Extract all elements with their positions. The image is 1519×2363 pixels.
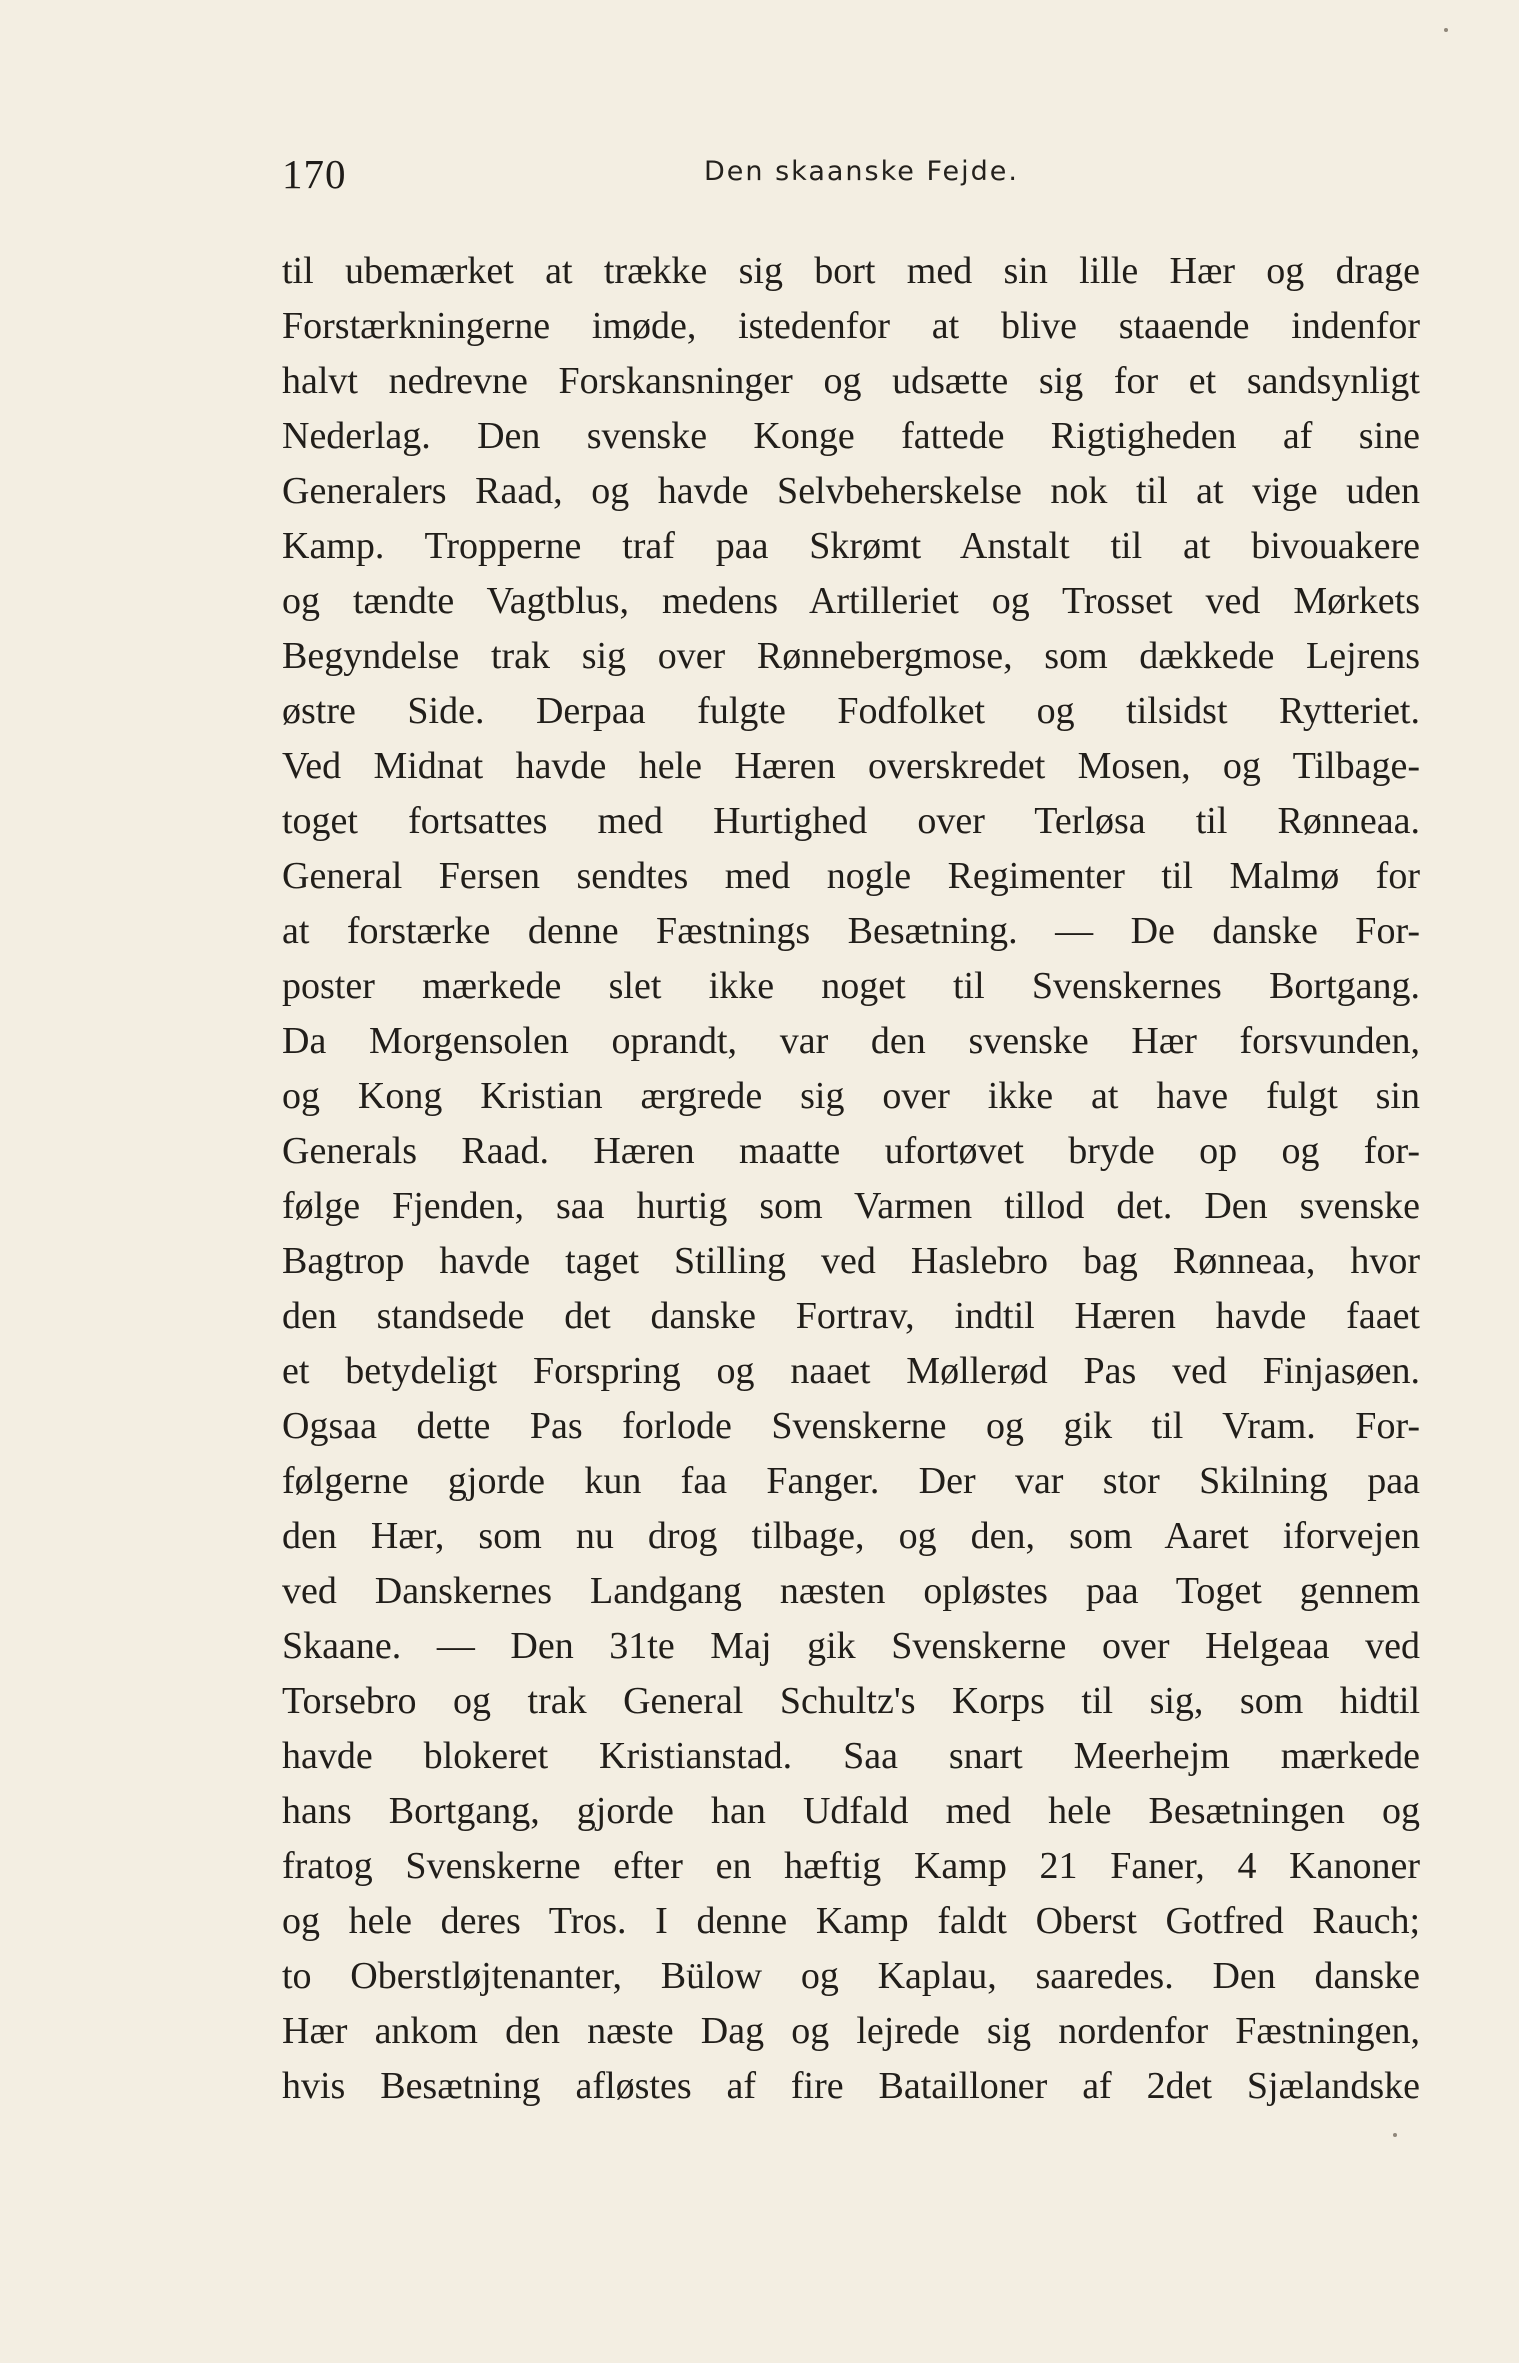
text-line: Ogsaa dette Pas forlode Svenskerne og gik til Vram. For- xyxy=(282,1405,1420,1447)
text-line: og tændte Vagtblus, medens Artilleriet og Trosset ved Mørkets xyxy=(282,580,1420,622)
page-number: 170 xyxy=(282,151,347,197)
text-line: hvis Besætning afløstes af fire Batailloner af 2det Sjælandske xyxy=(282,2065,1420,2107)
text-line: at forstærke denne Fæstnings Besætning. — De danske For- xyxy=(282,910,1420,952)
running-head: Den skaanske Fejde. xyxy=(704,156,1019,187)
page-header xyxy=(282,150,1422,200)
text-line: følge Fjenden, saa hurtig som Varmen tillod det. Den svenske xyxy=(282,1185,1420,1227)
text-line: til ubemærket at trække sig bort med sin lille Hær og drage xyxy=(282,250,1420,292)
text-line: et betydeligt Forspring og naaet Møllerød Pas ved Finjasøen. xyxy=(282,1350,1420,1392)
text-line: og hele deres Tros. I denne Kamp faldt Oberst Gotfred Rauch; xyxy=(282,1900,1420,1942)
text-line: Kamp. Tropperne traf paa Skrømt Anstalt til at bivouakere xyxy=(282,525,1420,567)
text-line: og Kong Kristian ærgrede sig over ikke at have fulgt sin xyxy=(282,1075,1420,1117)
text-line: halvt nedrevne Forskansninger og udsætte sig for et sandsynligt xyxy=(282,360,1420,402)
text-line: hans Bortgang, gjorde han Udfald med hele Besætningen og xyxy=(282,1790,1420,1832)
text-line: Begyndelse trak sig over Rønnebergmose, som dækkede Lejrens xyxy=(282,635,1420,677)
paper-speck xyxy=(1444,28,1448,32)
text-line: ved Danskernes Landgang næsten opløstes paa Toget gennem xyxy=(282,1570,1420,1612)
text-line: Da Morgensolen oprandt, var den svenske Hær forsvunden, xyxy=(282,1020,1420,1062)
text-line: Bagtrop havde taget Stilling ved Haslebro bag Rønneaa, hvor xyxy=(282,1240,1420,1282)
text-line: Skaane. — Den 31te Maj gik Svenskerne over Helgeaa ved xyxy=(282,1625,1420,1667)
text-line: poster mærkede slet ikke noget til Svenskernes Bortgang. xyxy=(282,965,1420,1007)
text-line: Generals Raad. Hæren maatte ufortøvet bryde op og for- xyxy=(282,1130,1420,1172)
text-line: General Fersen sendtes med nogle Regimenter til Malmø for xyxy=(282,855,1420,897)
text-line: Torsebro og trak General Schultz's Korps til sig, som hidtil xyxy=(282,1680,1420,1722)
body-text xyxy=(282,244,1420,2114)
text-line: toget fortsattes med Hurtighed over Terløsa til Rønneaa. xyxy=(282,800,1420,842)
text-line: Nederlag. Den svenske Konge fattede Rigtigheden af sine xyxy=(282,415,1420,457)
text-line: den standsede det danske Fortrav, indtil Hæren havde faaet xyxy=(282,1295,1420,1337)
text-line: Forstærkningerne imøde, istedenfor at blive staaende indenfor xyxy=(282,305,1420,347)
text-line: fratog Svenskerne efter en hæftig Kamp 21 Faner, 4 Kanoner xyxy=(282,1845,1420,1887)
text-line: følgerne gjorde kun faa Fanger. Der var stor Skilning paa xyxy=(282,1460,1420,1502)
text-line: østre Side. Derpaa fulgte Fodfolket og tilsidst Rytteriet. xyxy=(282,690,1420,732)
text-line: den Hær, som nu drog tilbage, og den, som Aaret iforvejen xyxy=(282,1515,1420,1557)
text-line: Hær ankom den næste Dag og lejrede sig nordenfor Fæstningen, xyxy=(282,2010,1420,2052)
text-line: Generalers Raad, og havde Selvbeherskelse nok til at vige uden xyxy=(282,470,1420,512)
text-line: Ved Midnat havde hele Hæren overskredet Mosen, og Tilbage- xyxy=(282,745,1420,787)
text-line: havde blokeret Kristianstad. Saa snart Meerhejm mærkede xyxy=(282,1735,1420,1777)
text-line: to Oberstløjtenanter, Bülow og Kaplau, saaredes. Den danske xyxy=(282,1955,1420,1997)
paper-speck xyxy=(1393,2133,1397,2137)
